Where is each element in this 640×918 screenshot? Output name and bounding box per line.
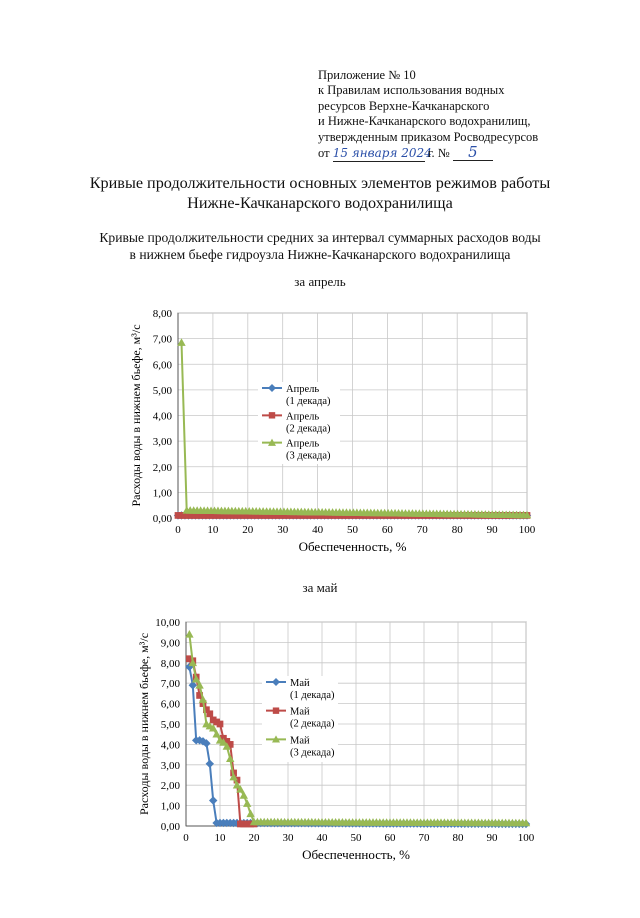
chart-april xyxy=(0,300,640,580)
legend xyxy=(262,676,338,762)
y-tick-label: 2,00 xyxy=(152,461,172,474)
data-point xyxy=(217,721,224,728)
date-suffix: г. № xyxy=(427,146,450,161)
x-tick-label: 0 xyxy=(183,832,189,844)
y-tick-label: 6,00 xyxy=(152,359,172,372)
x-tick-label: 80 xyxy=(452,832,464,844)
x-axis-label: Обеспеченность, % xyxy=(302,847,410,862)
y-tick-label: 4,00 xyxy=(152,410,172,423)
page-title xyxy=(0,174,640,213)
legend-label: Апрель xyxy=(286,411,320,423)
x-tick-label: 60 xyxy=(384,832,396,844)
caption-may: за май xyxy=(302,580,338,595)
x-tick-label: 80 xyxy=(451,524,463,536)
legend-label: Май xyxy=(290,735,310,747)
x-tick-label: 20 xyxy=(248,832,260,844)
x-tick-label: 70 xyxy=(418,832,430,844)
legend-label: Май xyxy=(290,706,310,718)
y-tick-label: 0,00 xyxy=(152,513,172,525)
x-tick-label: 50 xyxy=(350,832,362,844)
y-axis-label: Расходы воды в нижнем бьефе, м³/с xyxy=(129,324,143,507)
x-tick-label: 50 xyxy=(347,524,358,536)
appendix-line-3: ресурсов Верхне-Качканарского xyxy=(318,98,490,113)
y-tick-label: 5,00 xyxy=(152,384,172,397)
appendix-line-2: к Правилам использования водных xyxy=(318,83,505,98)
y-tick-label: 6,00 xyxy=(160,698,180,711)
x-tick-label: 10 xyxy=(207,524,219,536)
y-tick-label: 2,00 xyxy=(160,780,180,793)
x-tick-label: 10 xyxy=(214,832,226,844)
title-line-1: Кривые продолжительности основных элементов режимов работы xyxy=(89,174,551,192)
appendix-header xyxy=(318,68,618,162)
x-tick-label: 90 xyxy=(486,832,498,844)
appendix-line-1: Приложение № 10 xyxy=(318,68,416,82)
y-tick-label: 3,00 xyxy=(152,436,172,449)
y-tick-label: 10,00 xyxy=(155,617,180,629)
x-tick-label: 70 xyxy=(416,524,428,536)
subtitle-line-2: в нижнем бьефе гидроузла Нижне-Качканарского водохранилища xyxy=(129,246,511,262)
appendix-line-4: и Нижне-Качканарского водохранилищ, xyxy=(318,114,531,129)
x-tick-label: 30 xyxy=(282,832,294,844)
x-tick-label: 40 xyxy=(312,524,324,536)
appendix-line-5: утвержденным приказом Росводресурсов xyxy=(318,129,539,144)
legend-label-detail: (2 декада) xyxy=(286,423,331,435)
x-tick-label: 90 xyxy=(486,524,498,536)
y-tick-label: 8,00 xyxy=(160,657,180,670)
legend-label-detail: (1 декада) xyxy=(290,690,335,701)
page-subtitle xyxy=(0,230,640,263)
x-tick-label: 100 xyxy=(517,832,535,844)
x-tick-label: 30 xyxy=(277,524,289,536)
chart-may xyxy=(0,606,640,886)
handwritten-order-number: 5 xyxy=(453,145,493,161)
y-tick-label: 1,00 xyxy=(160,800,180,813)
date-prefix: от xyxy=(318,146,330,161)
x-tick-label: 20 xyxy=(242,524,254,536)
legend-label: Апрель xyxy=(286,438,320,450)
x-axis-label: Обеспеченность, % xyxy=(298,539,407,554)
y-tick-label: 5,00 xyxy=(160,719,180,731)
y-tick-label: 3,00 xyxy=(160,759,180,772)
legend-label-detail: (3 декада) xyxy=(286,450,331,462)
x-tick-label: 60 xyxy=(381,524,393,536)
legend-swatch-marker xyxy=(269,412,275,418)
appendix-date-line xyxy=(318,145,618,162)
title-line-2: Нижне-Качканарского водохранилища xyxy=(187,193,453,212)
legend-label-detail: (2 декада) xyxy=(290,718,335,730)
data-point xyxy=(206,710,213,717)
x-tick-label: 100 xyxy=(518,524,536,536)
y-tick-label: 1,00 xyxy=(152,487,172,500)
subtitle-line-1: Кривые продолжительности средних за интервал суммарных расходов воды xyxy=(99,230,541,245)
legend-label: Май xyxy=(290,678,310,689)
y-tick-label: 8,00 xyxy=(152,308,172,320)
legend-label: Апрель xyxy=(286,384,320,395)
y-tick-label: 9,00 xyxy=(160,637,180,650)
legend-label-detail: (1 декада) xyxy=(286,396,331,407)
legend xyxy=(258,382,340,464)
x-tick-label: 0 xyxy=(175,524,181,536)
x-tick-label: 40 xyxy=(316,832,328,844)
caption-april: за апрель xyxy=(294,274,346,289)
legend-swatch-marker xyxy=(273,707,279,713)
y-tick-label: 7,00 xyxy=(152,333,172,346)
y-tick-label: 0,00 xyxy=(160,821,180,833)
legend-label-detail: (3 декада) xyxy=(290,747,335,759)
y-tick-label: 4,00 xyxy=(160,739,180,752)
handwritten-date: 15 января 2024 xyxy=(333,146,425,162)
y-axis-label: Расходы воды в нижнем бьефе, м³/с xyxy=(137,632,151,816)
y-tick-label: 7,00 xyxy=(160,678,180,691)
